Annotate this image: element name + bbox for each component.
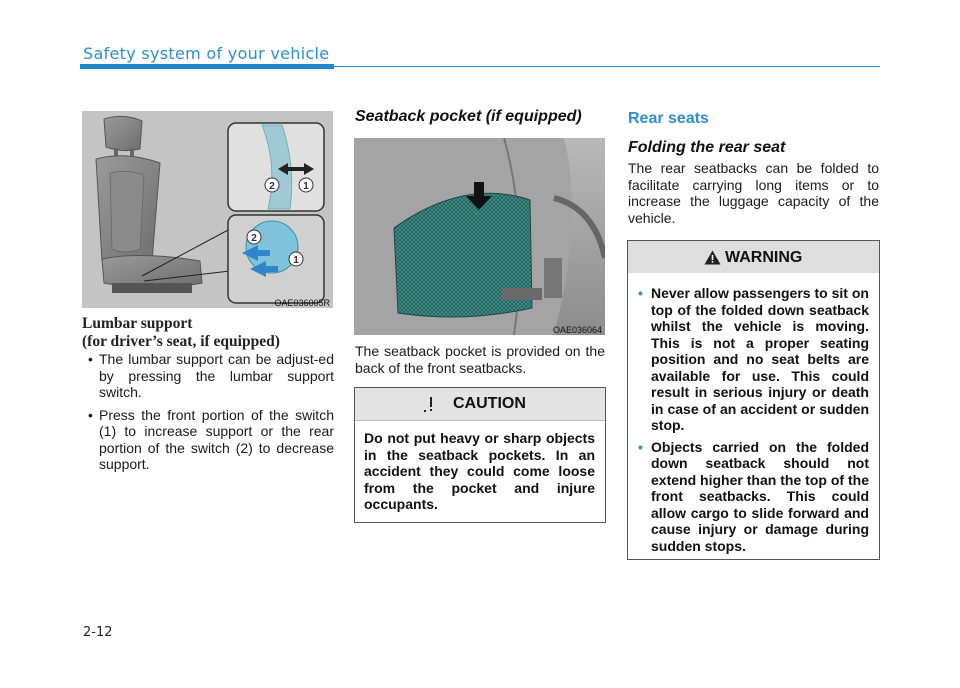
caution-exclamation-icon — [423, 395, 439, 413]
seatback-pocket-figure — [354, 138, 605, 335]
header-accent-bar — [80, 64, 334, 69]
list-item: • Never allow passengers to sit on top of the folded down seatback whilst the vehicle is moving. This is not a proper seating position and no seat belts are available for use. This could result in serious injury or death in case of an accident or sudden stop. — [638, 285, 869, 434]
lumbar-bullets — [82, 351, 334, 479]
folding-rear-seat-subheading: Folding the rear seat — [628, 139, 786, 156]
callout-2: 2 — [269, 181, 275, 192]
seat-illustration — [82, 111, 333, 308]
lumbar-support-figure — [82, 111, 333, 308]
seatback-pocket-paragraph: The seatback pocket is provided on the back of the front seatbacks. — [355, 343, 605, 376]
caution-text: Do not put heavy or sharp objects in the seatback pockets. In an accident they could come loose from the pocket and injure occupants. — [364, 430, 595, 512]
callout-2b: 2 — [251, 233, 257, 244]
rear-seats-heading: Rear seats — [628, 110, 709, 127]
page-number: 2-12 — [83, 625, 113, 640]
seatback-pocket-heading: Seatback pocket (if equipped) — [355, 108, 582, 125]
rear-seats-paragraph: The rear seatbacks can be folded to facilitate carrying long items or to increase the luggage capacity of the vehicle. — [628, 160, 879, 226]
caution-box — [354, 387, 606, 523]
lumbar-heading-line1: Lumbar support — [82, 315, 193, 332]
list-item: • The lumbar support can be adjust-ed by pressing the lumbar support switch. — [82, 351, 334, 401]
lumbar-heading-line2: (for driver’s seat, if equipped) — [82, 333, 280, 350]
header-rule — [334, 66, 880, 67]
pocket-illustration — [354, 138, 605, 335]
lumbar-heading — [82, 315, 337, 351]
warning-box — [627, 240, 880, 560]
list-item: • Press the front portion of the switch (1) to increase support or the rear portion of the switch (2) to decrease support. — [82, 407, 334, 473]
figure-code: OAE036005R — [274, 298, 330, 308]
warning-label: WARNING — [725, 249, 803, 266]
caution-header — [355, 388, 605, 421]
callout-1: 1 — [303, 181, 309, 192]
list-item: • Objects carried on the folded down seatback should not extend higher than the top of the front seatbacks. This could allow cargo to slide forward and cause injury or damage during sudden stops. — [638, 439, 869, 555]
warning-triangle-icon — [704, 250, 721, 265]
section-title: Safety system of your vehicle — [83, 44, 330, 63]
warning-header — [628, 241, 879, 273]
warning-bullets — [638, 285, 869, 559]
callout-1b: 1 — [293, 255, 299, 266]
caution-label: CAUTION — [453, 395, 526, 412]
figure-code: OAE036064 — [552, 325, 602, 335]
